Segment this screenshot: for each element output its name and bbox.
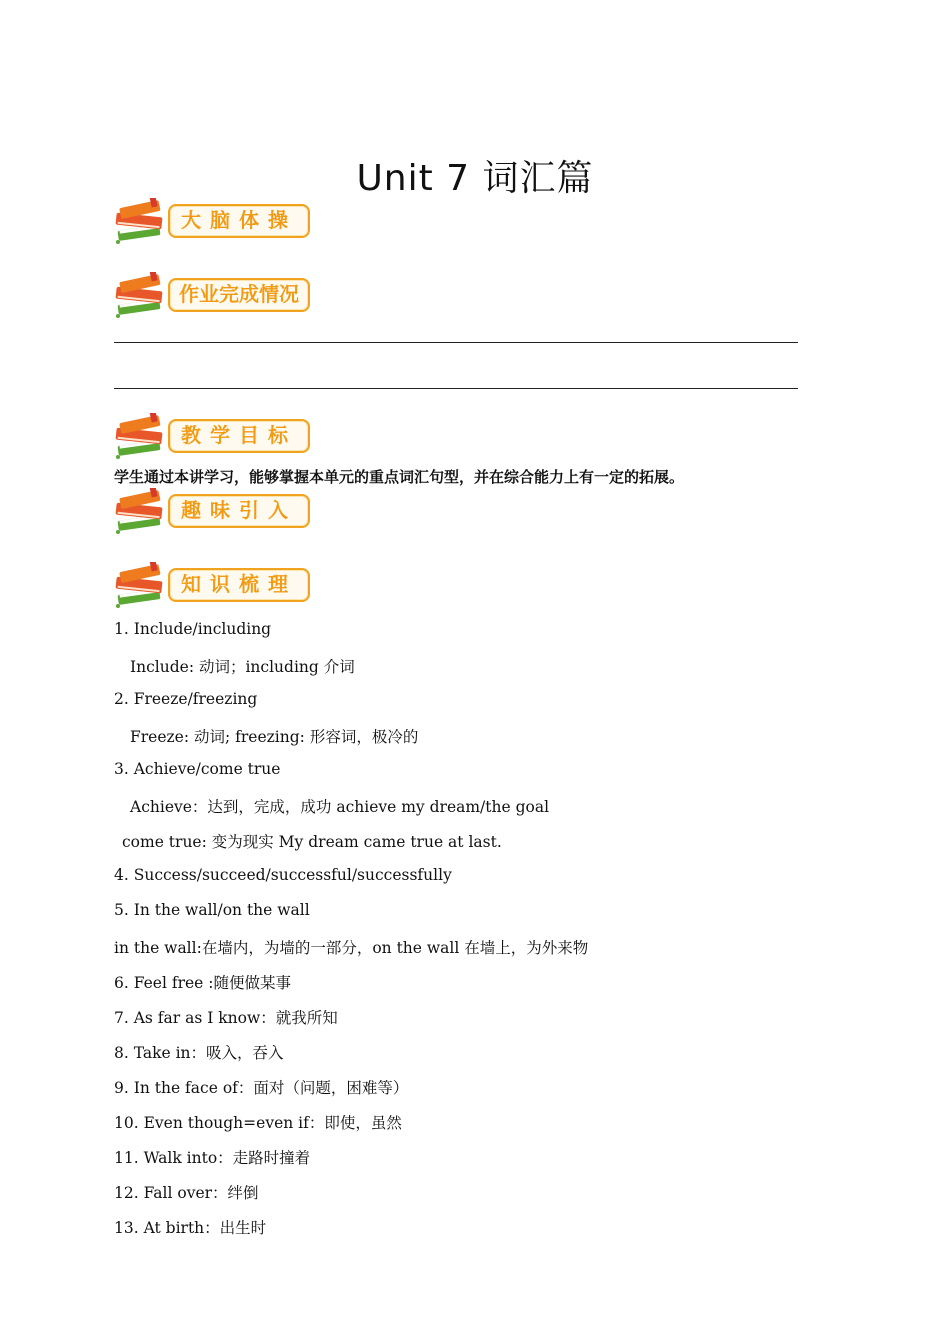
vocab-item: 11. Walk into：走路时撞着 [114,1149,311,1167]
section-title: 趣味引入 [181,498,297,522]
vocab-item: 6. Feel free :随便做某事 [114,974,291,992]
vocab-item: 3. Achieve/come true [114,760,281,778]
vocab-item: 9. In the face of：面对（问题，困难等） [114,1079,409,1097]
section-badge-teaching-goals [112,413,312,463]
section-title: 大脑体操 [181,208,297,232]
vocab-note: in the wall:在墙内，为墙的一部分，on the wall 在墙上，为外来物 [114,939,589,957]
vocab-item: 12. Fall over：绊倒 [114,1184,259,1202]
vocab-item: 1. Include/including [114,620,272,638]
vocab-note: come true: 变为现实 My dream came true at last. [122,833,502,851]
vocab-note: Include: 动词；including 介词 [130,658,355,676]
vocab-item: 8. Take in：吸入，吞入 [114,1044,284,1062]
vocab-item: 10. Even though=even if：即使，虽然 [114,1114,402,1132]
answer-line [114,342,798,343]
answer-line [114,388,798,389]
section-badge-brain-exercise [112,198,312,248]
vocab-note: Achieve：达到，完成，成功 achieve my dream/the goal [130,798,550,816]
section-title: 作业完成情况 [179,282,299,306]
teaching-objective: 学生通过本讲学习，能够掌握本单元的重点词汇句型，并在综合能力上有一定的拓展。 [114,468,685,486]
section-badge-homework-status [112,272,312,322]
section-title: 教学目标 [181,423,297,447]
vocab-note: Freeze: 动词; freezing: 形容词，极冷的 [130,728,419,746]
section-badge-fun-intro [112,488,312,538]
page-title: Unit 7 词汇篇 [356,158,594,199]
vocab-item: 7. As far as I know：就我所知 [114,1009,338,1027]
vocab-item: 4. Success/succeed/successful/successfully [114,866,452,884]
vocab-item: 5. In the wall/on the wall [114,901,310,919]
vocab-item: 13. At birth：出生时 [114,1219,267,1237]
section-badge-knowledge-review [112,562,312,612]
vocab-item: 2. Freeze/freezing [114,690,258,708]
section-title: 知识梳理 [181,572,297,596]
